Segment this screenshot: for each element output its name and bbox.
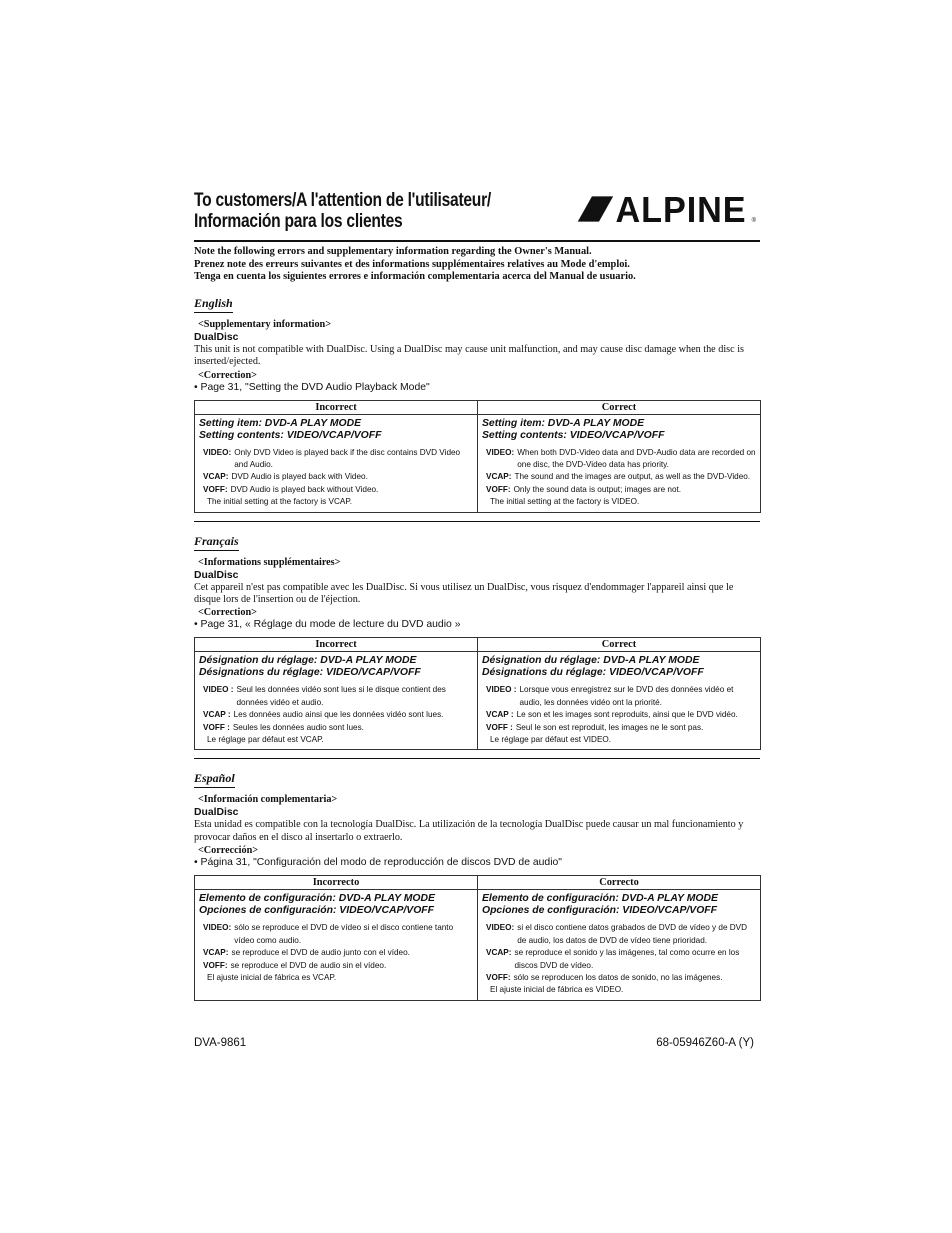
option-description: Lorsque vous enregistrez sur le DVD des données vidéo et audio, les données vidéo ont la priorité. <box>519 685 734 707</box>
header-title-line2: Información para los clientes <box>194 211 403 232</box>
option-row <box>199 447 473 472</box>
option-row <box>482 471 756 483</box>
body-text: Esta unidad es compatible con la tecnología DualDisc. La utilización de la tecnología DualDisc puede causar un mal funcionamiento y provocar daños en el disco al insertarlo o extraerlo. <box>194 819 744 843</box>
correction-heading: <Correction> <box>198 607 257 619</box>
option-row <box>199 722 473 734</box>
header-incorrect: Incorrect <box>195 638 478 652</box>
option-row <box>199 484 473 496</box>
setting-item: Elemento de configuración: DVD-A PLAY MODE <box>199 893 435 905</box>
registered-mark: ® <box>751 218 756 224</box>
option-key: VOFF: <box>203 960 228 970</box>
option-key: VOFF: <box>486 972 511 982</box>
option-key: VIDEO: <box>486 447 515 457</box>
footer <box>194 1037 754 1049</box>
incorrect-cell <box>195 652 478 750</box>
option-key: VCAP: <box>203 948 229 958</box>
correction-table <box>194 637 761 750</box>
option-description: Seules les données audio sont lues. <box>232 722 364 732</box>
page-reference: • Page 31, "Setting the DVD Audio Playback Mode" <box>194 381 430 393</box>
option-description: se reproduce el DVD de audio junto con el vídeo. <box>231 948 410 958</box>
option-row <box>482 447 756 472</box>
setting-contents: Setting contents: VIDEO/VCAP/VOFF <box>199 429 382 441</box>
option-description: DVD Audio is played back without Video. <box>230 484 379 494</box>
setting-item: Setting item: DVD-A PLAY MODE <box>482 417 645 429</box>
option-row <box>199 709 473 721</box>
header-incorrect: Incorrecto <box>195 876 478 890</box>
initial-setting: Le réglage par défaut est VIDEO. <box>490 735 612 745</box>
incorrect-cell <box>195 414 478 512</box>
initial-setting: The initial setting at the factory is VCAP. <box>207 497 353 507</box>
language-heading: Español <box>194 771 235 788</box>
correct-cell <box>478 890 761 1000</box>
supplementary-heading: <Información complementaria> <box>198 794 338 806</box>
setting-contents: Désignations du réglage: VIDEO/VCAP/VOFF <box>199 667 421 679</box>
sections <box>194 294 760 1001</box>
header-correct: Correcto <box>478 876 761 890</box>
alpine-logo <box>577 189 756 230</box>
option-description: sólo se reproducen los datos de sonido, no las imágenes. <box>513 972 723 982</box>
section-divider <box>194 758 760 759</box>
incorrect-cell <box>195 890 478 1000</box>
option-key: VCAP: <box>486 472 512 482</box>
language-section <box>194 294 760 513</box>
setting-options <box>199 922 473 972</box>
setting-heading <box>199 655 473 679</box>
setting-options <box>199 684 473 734</box>
logo-word: ALPINE <box>615 189 747 230</box>
option-key: VCAP : <box>203 710 231 720</box>
header-correct: Correct <box>478 638 761 652</box>
supplementary-heading: <Supplementary information> <box>198 318 332 330</box>
option-description: Seul les données vidéo sont lues si le disque contient des données vidéo et audio. <box>236 685 446 707</box>
setting-options <box>482 922 756 984</box>
initial-setting: El ajuste inicial de fábrica es VIDEO. <box>490 985 624 995</box>
option-key: VIDEO : <box>486 685 517 695</box>
language-section <box>194 769 760 1000</box>
language-heading: Français <box>194 534 239 551</box>
option-key: VOFF : <box>486 722 513 732</box>
option-key: VOFF : <box>203 722 230 732</box>
note-line: Prenez note des erreurs suivantes et des informations supplémentaires relatives au Mode d'emploi. <box>194 258 630 270</box>
option-description: Les données audio ainsi que les données vidéo sont lues. <box>233 710 444 720</box>
supplementary-heading: <Informations supplémentaires> <box>198 556 341 568</box>
correct-cell <box>478 414 761 512</box>
option-key: VCAP: <box>486 948 512 958</box>
option-description: Only DVD Video is played back if the disc contains DVD Video and Audio. <box>234 447 461 469</box>
option-row <box>199 947 473 959</box>
correction-table <box>194 400 761 513</box>
option-row <box>482 947 756 972</box>
option-key: VIDEO: <box>203 923 232 933</box>
setting-heading <box>482 418 756 442</box>
option-description: Seul le son est reproduit, les images ne le sont pas. <box>515 722 704 732</box>
header-incorrect: Incorrect <box>195 400 478 414</box>
option-description: se reproduce el DVD de audio sin el vídeo. <box>230 960 387 970</box>
body-text: This unit is not compatible with DualDisc. Using a DualDisc may cause unit malfunction, and may cause disc damage when the disc is inserted/ejected. <box>194 343 745 368</box>
option-row <box>482 684 756 709</box>
initial-setting: Le réglage par défaut est VCAP. <box>207 735 324 745</box>
option-description: se reproduce el sonido y las imágenes, tal como ocurre en los discos DVD de vídeo. <box>514 948 740 970</box>
correct-cell <box>478 652 761 750</box>
page-reference: • Page 31, « Réglage du mode de lecture du DVD audio » <box>194 619 461 631</box>
setting-heading <box>199 893 473 917</box>
correction-heading: <Corrección> <box>198 845 259 857</box>
setting-item: Elemento de configuración: DVD-A PLAY MODE <box>482 893 718 905</box>
option-key: VIDEO : <box>203 685 234 695</box>
language-heading: English <box>194 296 233 313</box>
option-description: Only the sound data is output; images are not. <box>513 484 682 494</box>
page-reference: • Página 31, "Configuración del modo de reproducción de discos DVD de audio" <box>194 857 562 869</box>
setting-item: Désignation du réglage: DVD-A PLAY MODE <box>482 655 700 667</box>
topic-heading: DualDisc <box>194 569 239 581</box>
setting-contents: Opciones de configuración: VIDEO/VCAP/VOFF <box>482 905 717 917</box>
option-row <box>482 972 756 984</box>
option-row <box>199 960 473 972</box>
section-divider <box>194 521 760 522</box>
setting-heading <box>199 418 473 442</box>
document-code: 68-05946Z60-A (Y) <box>656 1037 754 1049</box>
model-number: DVA-9861 <box>194 1037 247 1049</box>
note-line: Note the following errors and supplementary information regarding the Owner's Manual. <box>194 246 592 257</box>
note-line: Tenga en cuenta los siguientes errores e información complementaria acerca del Manual de usuario. <box>194 271 636 283</box>
body-text: Cet appareil n'est pas compatible avec les DualDisc. Si vous utilisez un DualDisc, vous risquez d'endommager l'appareil ainsi que le disque lors de l'insertion ou de l'éjection. <box>194 581 734 606</box>
header <box>194 190 760 240</box>
option-row <box>199 922 473 947</box>
option-description: si el disco contiene datos grabados de DVD de vídeo y de DVD de audio, los datos de DVD de vídeo tiene prioridad. <box>517 923 748 945</box>
option-description: DVD Audio is played back with Video. <box>231 472 368 482</box>
setting-contents: Setting contents: VIDEO/VCAP/VOFF <box>482 429 665 441</box>
initial-setting: El ajuste inicial de fábrica es VCAP. <box>207 972 337 982</box>
setting-item: Désignation du réglage: DVD-A PLAY MODE <box>199 655 417 667</box>
option-row <box>199 471 473 483</box>
header-rule <box>194 240 760 242</box>
option-description: When both DVD-Video data and DVD-Audio data are recorded on one disc, the DVD-Video data has priority. <box>517 447 756 469</box>
option-row <box>482 709 756 721</box>
header-title-line1: To customers/A l'attention de l'utilisateur/ <box>194 190 491 211</box>
initial-setting: The initial setting at the factory is VIDEO. <box>490 497 640 507</box>
setting-options <box>199 447 473 497</box>
option-row <box>482 484 756 496</box>
correction-table <box>194 875 761 1000</box>
logo-slashes: ////// <box>577 190 606 229</box>
setting-item: Setting item: DVD-A PLAY MODE <box>199 417 362 429</box>
option-description: The sound and the images are output, as well as the DVD-Video. <box>514 472 751 482</box>
correction-heading: <Correction> <box>198 369 257 381</box>
option-description: Le son et les images sont reproduits, ainsi que le DVD vidéo. <box>516 710 738 720</box>
setting-heading <box>482 893 756 917</box>
option-key: VCAP : <box>486 710 514 720</box>
topic-heading: DualDisc <box>194 807 239 819</box>
topic-heading: DualDisc <box>194 331 239 343</box>
option-key: VIDEO: <box>203 447 232 457</box>
document-page <box>194 190 760 1001</box>
setting-options <box>482 684 756 734</box>
notes <box>194 246 760 284</box>
option-key: VOFF: <box>486 484 511 494</box>
option-key: VOFF: <box>203 484 228 494</box>
language-section <box>194 532 760 751</box>
option-description: sólo se reproduce el DVD de vídeo si el disco contiene tanto vídeo como audio. <box>234 923 454 945</box>
setting-options <box>482 447 756 497</box>
option-row <box>199 684 473 709</box>
option-key: VCAP: <box>203 472 229 482</box>
option-key: VIDEO: <box>486 923 515 933</box>
option-row <box>482 922 756 947</box>
setting-contents: Opciones de configuración: VIDEO/VCAP/VOFF <box>199 905 434 917</box>
option-row <box>482 722 756 734</box>
setting-contents: Désignations du réglage: VIDEO/VCAP/VOFF <box>482 667 704 679</box>
setting-heading <box>482 655 756 679</box>
header-correct: Correct <box>478 400 761 414</box>
